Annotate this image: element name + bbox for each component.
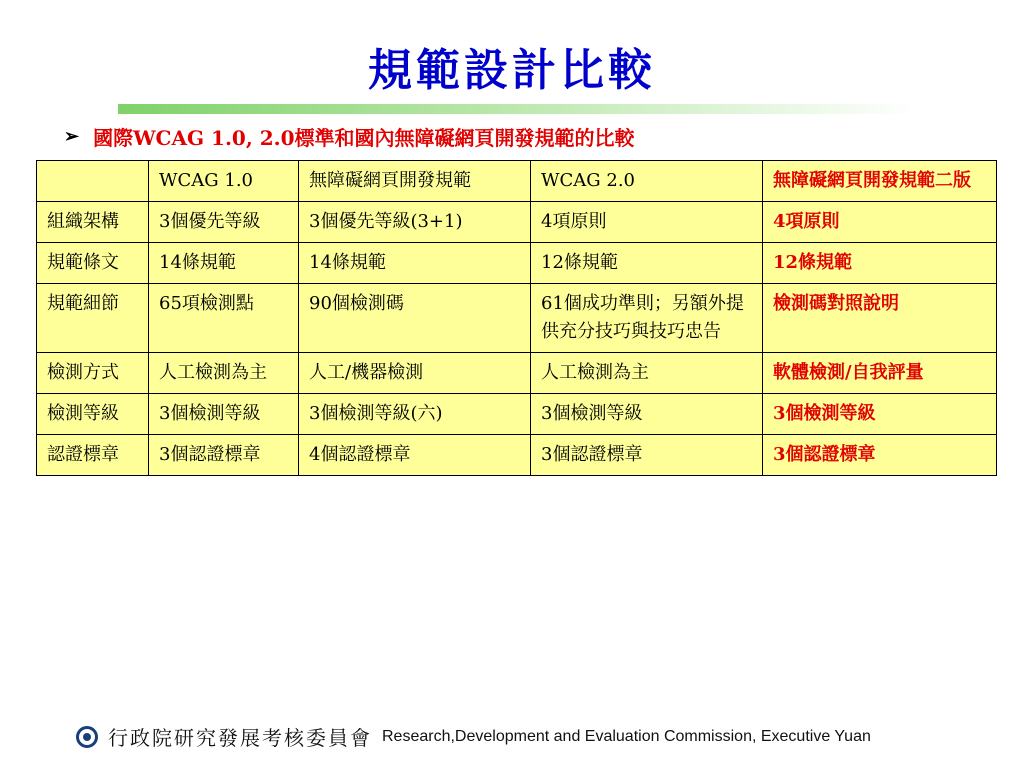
table-cell: 4項原則 — [531, 202, 763, 243]
table-row — [37, 284, 997, 353]
table-cell-highlight: 12條規範 — [763, 243, 997, 284]
subtitle-line — [64, 122, 635, 151]
table-cell-highlight: 4項原則 — [763, 202, 997, 243]
table-row — [37, 394, 997, 435]
header-cell: 無障礙網頁開發規範 — [299, 161, 531, 202]
arrow-bullet-icon: ➢ — [64, 126, 80, 147]
table-cell: 人工檢測為主 — [149, 353, 299, 394]
table-row — [37, 202, 997, 243]
table-header-row — [37, 161, 997, 202]
table-cell: 人工檢測為主 — [531, 353, 763, 394]
row-label: 檢測等級 — [37, 394, 149, 435]
row-label: 檢測方式 — [37, 353, 149, 394]
footer — [76, 722, 871, 751]
table-cell: 14條規範 — [149, 243, 299, 284]
row-label: 規範條文 — [37, 243, 149, 284]
table-cell: 人工/機器檢測 — [299, 353, 531, 394]
table-cell: 12條規範 — [531, 243, 763, 284]
table-cell: 14條規範 — [299, 243, 531, 284]
table-row — [37, 353, 997, 394]
org-name-english: Research,Development and Evaluation Commission, Executive Yuan — [382, 727, 871, 745]
row-label: 組織架構 — [37, 202, 149, 243]
table-cell: 3個檢測等級 — [149, 394, 299, 435]
table-cell-highlight: 軟體檢測/自我評量 — [763, 353, 997, 394]
table-cell: 4個認證標章 — [299, 435, 531, 476]
table-cell: 3個認證標章 — [531, 435, 763, 476]
header-cell: WCAG 1.0 — [149, 161, 299, 202]
table-cell-highlight: 3個認證標章 — [763, 435, 997, 476]
table-cell-highlight: 檢測碼對照說明 — [763, 284, 997, 353]
header-cell: WCAG 2.0 — [531, 161, 763, 202]
comparison-table — [36, 160, 997, 476]
title-divider — [118, 104, 918, 114]
table-cell: 3個檢測等級 — [531, 394, 763, 435]
table-cell: 90個檢測碼 — [299, 284, 531, 353]
header-cell-highlight: 無障礙網頁開發規範二版 — [763, 161, 997, 202]
header-cell — [37, 161, 149, 202]
table-cell: 3個檢測等級(六) — [299, 394, 531, 435]
slide-title: 規範設計比較 — [368, 45, 656, 96]
org-name-chinese: 行政院研究發展考核委員會 — [108, 726, 372, 750]
table-cell-highlight: 3個檢測等級 — [763, 394, 997, 435]
table-cell: 61個成功準則；另額外提供充分技巧與技巧忠告 — [531, 284, 763, 353]
table-cell: 3個優先等級(3+1) — [299, 202, 531, 243]
row-label: 規範細節 — [37, 284, 149, 353]
table-row — [37, 243, 997, 284]
table-cell: 3個認證標章 — [149, 435, 299, 476]
table-cell: 3個優先等級 — [149, 202, 299, 243]
table-row — [37, 435, 997, 476]
commission-logo-icon — [76, 726, 98, 748]
table-cell: 65項檢測點 — [149, 284, 299, 353]
row-label: 認證標章 — [37, 435, 149, 476]
subtitle-text: 國際WCAG 1.0, 2.0標準和國內無障礙網頁開發規範的比較 — [93, 126, 635, 150]
